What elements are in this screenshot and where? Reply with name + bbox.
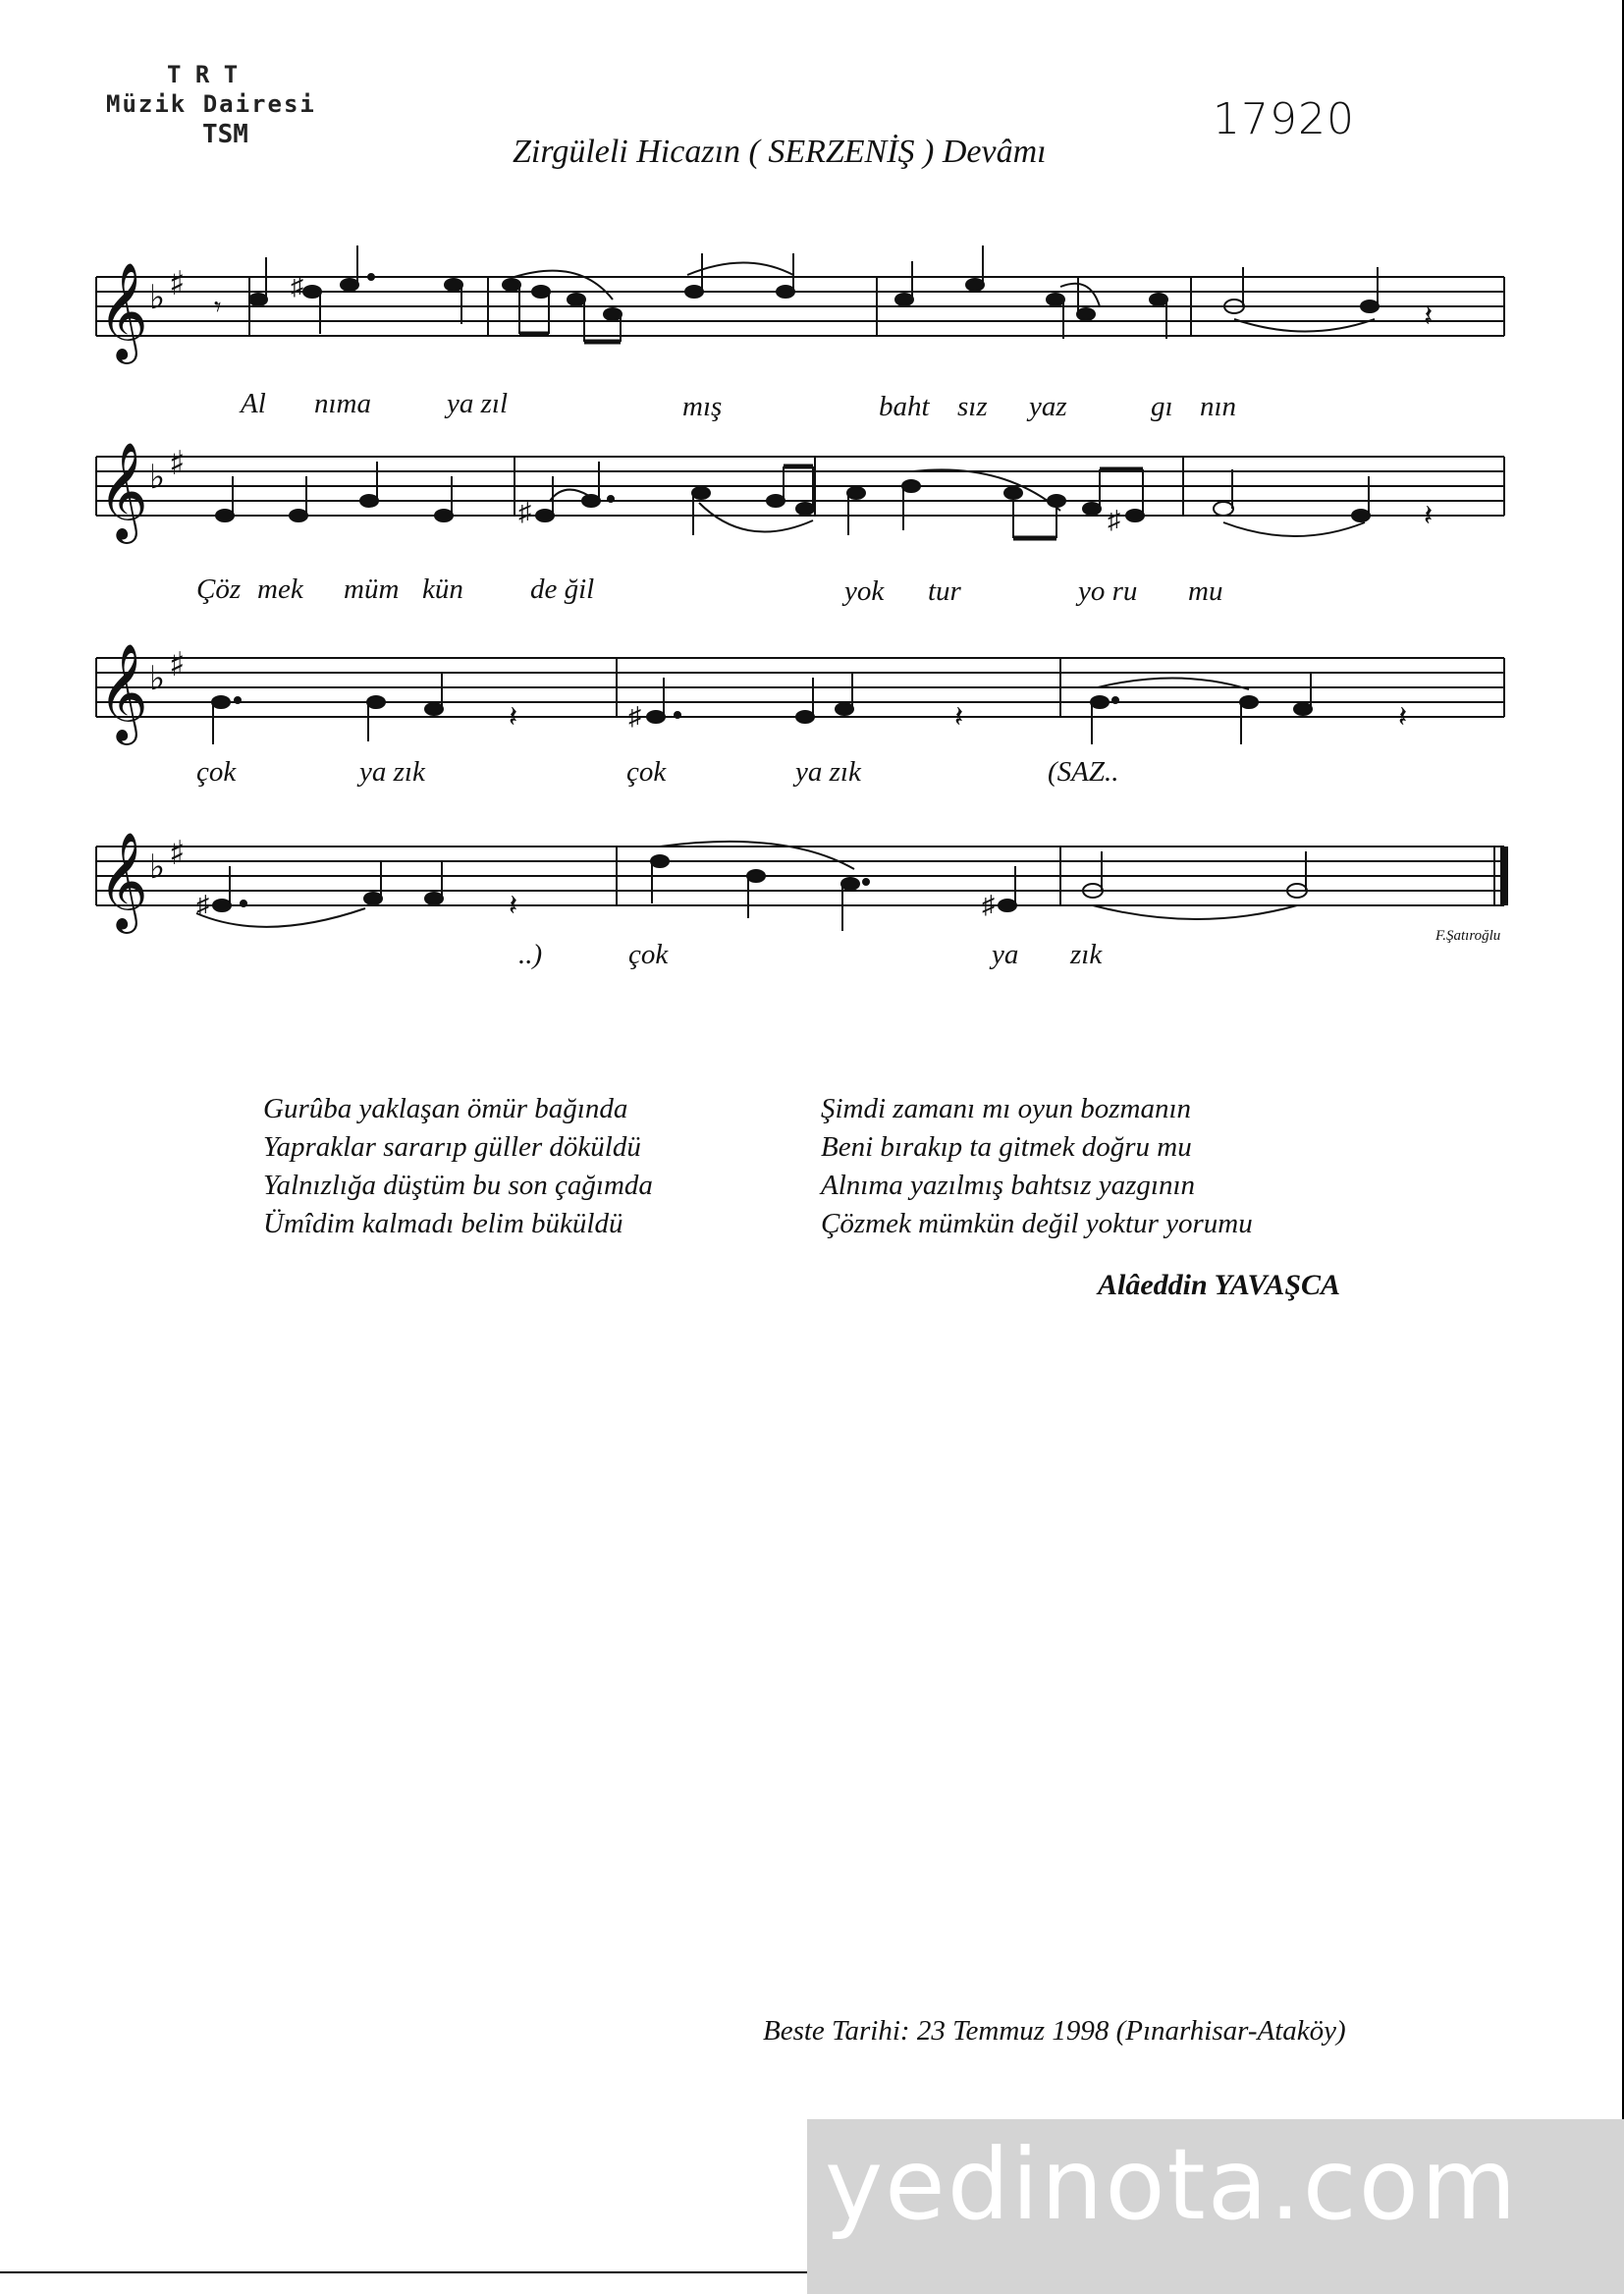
svg-text:𝄾: 𝄾	[214, 291, 222, 323]
svg-text:♭: ♭	[149, 458, 166, 497]
lyric-syllable: Çöz	[196, 574, 242, 605]
svg-text:♯: ♯	[518, 498, 531, 526]
svg-text:𝄽: 𝄽	[509, 701, 518, 734]
poem-left-stanza	[263, 1090, 653, 1243]
lyric-syllable: yok	[844, 575, 885, 607]
lyric-syllable: gı	[1151, 391, 1173, 422]
svg-text:♯: ♯	[169, 444, 186, 483]
lyric-syllable: mek	[257, 574, 303, 605]
lyric-syllable: mu	[1188, 575, 1223, 607]
svg-text:♯: ♯	[196, 891, 209, 919]
poem-line: Alnıma yazılmış bahtsız yazgının	[821, 1170, 1196, 1201]
stamp-line-2: Müzik Dairesi	[106, 90, 316, 118]
svg-text:𝄞: 𝄞	[98, 643, 148, 741]
lyric-syllable: ya zık	[359, 756, 425, 788]
staff-3-notes	[212, 672, 1407, 744]
svg-text:𝄽: 𝄽	[954, 701, 964, 734]
music-score	[0, 0, 1624, 982]
watermark-text: yedinota.com	[825, 2127, 1519, 2242]
svg-text:𝄽: 𝄽	[509, 890, 518, 922]
svg-text:♯: ♯	[169, 834, 186, 873]
svg-text:♭: ♭	[149, 278, 166, 317]
svg-text:𝄽: 𝄽	[1424, 300, 1434, 333]
stamp-line-3: TSM	[202, 120, 248, 149]
svg-text:𝄞: 𝄞	[98, 832, 148, 930]
lyric-syllable: yaz	[1029, 391, 1067, 422]
composition-date: Beste Tarihi: 23 Temmuz 1998 (Pınarhisar-Ataköy)	[763, 2015, 1346, 2047]
svg-text:♯: ♯	[291, 272, 303, 300]
lyric-syllable: çok	[626, 756, 667, 788]
lyric-syllable: tur	[928, 575, 961, 607]
lyric-syllable: kün	[422, 574, 463, 605]
lyric-syllable: çok	[628, 939, 669, 970]
lyric-syllable: yo ru	[1078, 575, 1138, 607]
lyric-syllable: ..)	[518, 939, 543, 970]
poem-line: Yapraklar sararıp güller döküldü	[263, 1131, 641, 1163]
svg-text:♭: ♭	[149, 659, 166, 698]
lyric-syllable: de ğil	[530, 574, 595, 605]
lyric-syllable: mış	[682, 391, 723, 422]
lyric-syllable: nın	[1200, 391, 1237, 422]
copyist-credit: F.Şatıroğlu	[1435, 928, 1501, 944]
svg-text:♯: ♯	[628, 702, 641, 731]
watermark-banner	[807, 2119, 1624, 2294]
poem-right-stanza	[821, 1090, 1253, 1243]
svg-text:♯: ♯	[1108, 506, 1120, 534]
lyric-syllable: müm	[344, 574, 400, 605]
lyric-syllable: zık	[1070, 939, 1103, 970]
lyricist-name: Alâeddin YAVAŞCA	[1098, 1269, 1341, 1301]
svg-text:𝄽: 𝄽	[1424, 500, 1434, 532]
lyric-syllable: nıma	[314, 388, 371, 419]
svg-text:𝄞: 𝄞	[98, 262, 148, 360]
poem-line: Yalnızlığa düştüm bu son çağımda	[263, 1170, 653, 1201]
poem-line: Çözmek mümkün değil yoktur yorumu	[821, 1208, 1253, 1239]
staff-3	[96, 658, 1504, 717]
svg-text:♯: ♯	[982, 891, 995, 919]
lyric-syllable: çok	[196, 756, 237, 788]
lyric-syllable: (SAZ..	[1048, 756, 1119, 788]
lyric-syllable: baht	[879, 391, 930, 422]
poem-line: Gurûba yaklaşan ömür bağında	[263, 1093, 628, 1124]
poem-line: Ümîdim kalmadı belim büküldü	[263, 1208, 623, 1239]
poem-line: Şimdi zamanı mı oyun bozmanın	[821, 1093, 1191, 1124]
svg-text:♯: ♯	[169, 264, 186, 303]
archive-number: 17920	[1213, 94, 1355, 144]
page-title: Zirgüleli Hicazın ( SERZENİŞ ) Devâmı	[513, 134, 1047, 170]
lyric-syllable: ya zıl	[447, 388, 509, 419]
svg-text:♯: ♯	[169, 645, 186, 684]
staff-1-notes	[214, 246, 1433, 342]
lyric-syllable: Al	[241, 388, 266, 419]
svg-text:𝄽: 𝄽	[1398, 701, 1408, 734]
lyric-syllable: ya zık	[795, 756, 861, 788]
lyric-syllable: ya	[992, 939, 1019, 970]
svg-text:𝄞: 𝄞	[98, 442, 148, 540]
lyric-syllable: sız	[957, 391, 988, 422]
stamp-line-1: T R T	[167, 61, 239, 88]
svg-text:♭: ♭	[149, 847, 166, 887]
poem-line: Beni bırakıp ta gitmek doğru mu	[821, 1131, 1192, 1163]
